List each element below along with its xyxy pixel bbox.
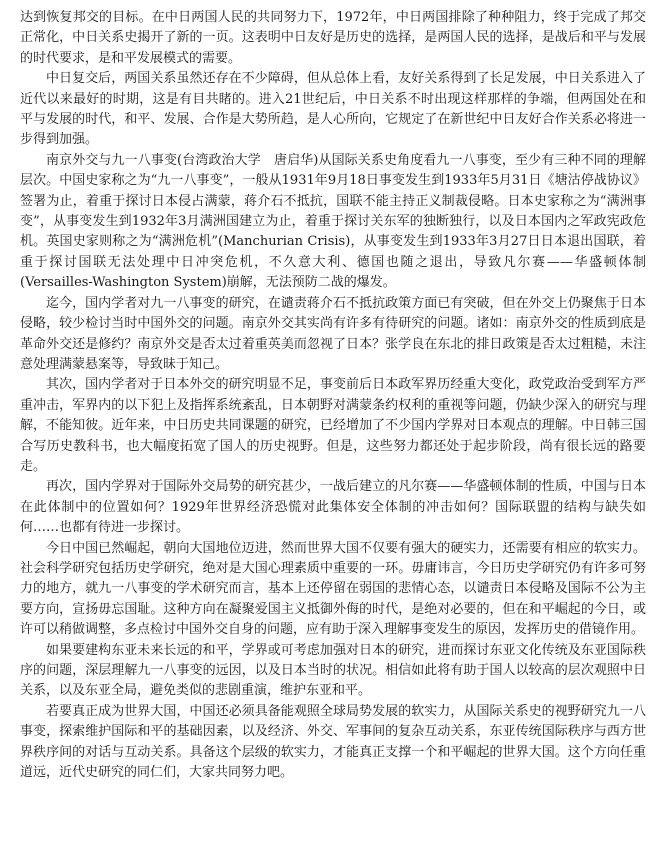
paragraph: 中日复交后，两国关系虽然还存在不少障碍，但从总体上看，友好关系得到了长足发展，中日关系进入了近代以来最好的时期，这是有目共睹的。进入21世纪后，中日关系不时出现这样那样的争端，但两国处在和平与发展的时代，和平、发展、合作是大势所趋，是人心所向，它规定了在新世纪中日友好合作关系必将进一步得到加强。 (20, 71, 646, 148)
paragraph: 其次，国内学者对于日本外交的研究明显不足，事变前后日本政军界历经重大变化，政党政治受到军方严重冲击，军界内的以下犯上及指挥系统紊乱，日本朝野对满蒙条约权利的重视等问题，仍缺少深入的研究与理解，不能知彼。近年来，中日历史共同课题的研究，已经增加了不少国内学界对日本观点的理解。中日韩三国合写历史教科书，也大幅度拓宽了国人的历史视野。但是，这些努力都还处于起步阶段，尚有很长远的路要走。 (20, 377, 646, 474)
paragraph: 达到恢复邦交的目标。在中日两国人民的共同努力下，1972年，中日两国排除了种种阻力，终于完成了邦交正常化，中日关系史揭开了新的一页。这表明中日友好是历史的选择，是两国人民的选择，是战后和平与发展的时代要求，是和平发展模式的需要。 (20, 10, 646, 66)
paragraph: 迄今，国内学者对九一八事变的研究，在谴责蒋介石不抵抗政策方面已有突破，但在外交上仍聚焦于日本侵略，较少检讨当时中国外交的问题。南京外交其实尚有许多有待研究的问题。诸如：南京外交的性质到底是革命外交还是修约？南京外交是否太过着重英美而忽视了日本？张学良在东北的排日政策是否太过粗糙，未注意处理满蒙悬案等，导致昧于知己。 (20, 295, 646, 372)
paragraph: 如果要建构东亚未来长远的和平，学界或可考虑加强对日本的研究，进而探讨东亚文化传统及东亚国际秩序的问题，深层理解九一八事变的远因，以及日本当时的状况。相信如此将有助于国人以较高的层次观照中日关系，以及东亚全局，避免类似的悲剧重演，维护东亚和平。 (20, 642, 646, 699)
paragraph: 南京外交与九一八事变(台湾政治大学 唐启华)从国际关系史角度看九一八事变，至少有三种不同的理解层次。中国史家称之为“九一八事变”，一般从1931年9月18日事变发生到1933年5月31日《塘沽停战协议》签署为止，着重于探讨日本侵占满蒙，蒋介石不抵抗，国联不能主持正义制裁侵略。日本史家称之为“满洲事变”，从事变发生到1932年3月满洲国建立为止，着重于探讨关东军的独断独行，以及日本国内之军政宪政危机。英国史家则称之为“满洲危机”(Manchurian Crisis)，从事变发生到1933年3月27日日本退出国联，着重于探讨国联无法处理中日冲突危机，不久意大利、德国也随之退出，导致凡尔赛——华盛顿体制(Versailles-Washington System)崩解，无法预防二战的爆发。 (20, 152, 646, 291)
paragraph: 再次，国内学界对于国际外交局势的研究甚少，一战后建立的凡尔赛——华盛顿体制的性质，中国与日本在此体制中的位置如何？1929年世界经济恐慌对此集体安全体制的冲击如何？国际联盟的结构与缺失如何……也都有待进一步探讨。 (20, 479, 646, 536)
paragraph: 今日中国已然崛起，朝向大国地位迈进，然而世界大国不仅要有强大的硬实力，还需要有相应的软实力。社会科学研究包括历史学研究，绝对是大国心理素质中重要的一环。毋庸讳言，今日历史学研究仍有许多可努力的地方，就九一八事变的学术研究而言，基本上还停留在弱国的悲情心态，以谴责日本侵略及国际不公为主要方向，宣扬毋忘国耻。这种方向在凝聚爱国主义抵御外侮的时代，是绝对必要的，但在和平崛起的今日，或许可以稍做调整，多点检讨中国外交自身的问题，应有助于深入理解事变发生的原因，发挥历史的借镜作用。 (20, 540, 646, 638)
paragraph: 若要真正成为世界大国，中国还必须具备能观照全球局势发展的软实力，从国际关系史的视野研究九一八事变，探索维护国际和平的基础因素，以及经济、外交、军事间的复杂互动关系，东亚传统国际秩序与西方世界秩序间的对话与互动关系。具备这个层级的软实力，才能真正支撑一个和平崛起的世界大国。这个方向任重道远，近代史研究的同仁们，大家共同努力吧。 (20, 703, 646, 781)
